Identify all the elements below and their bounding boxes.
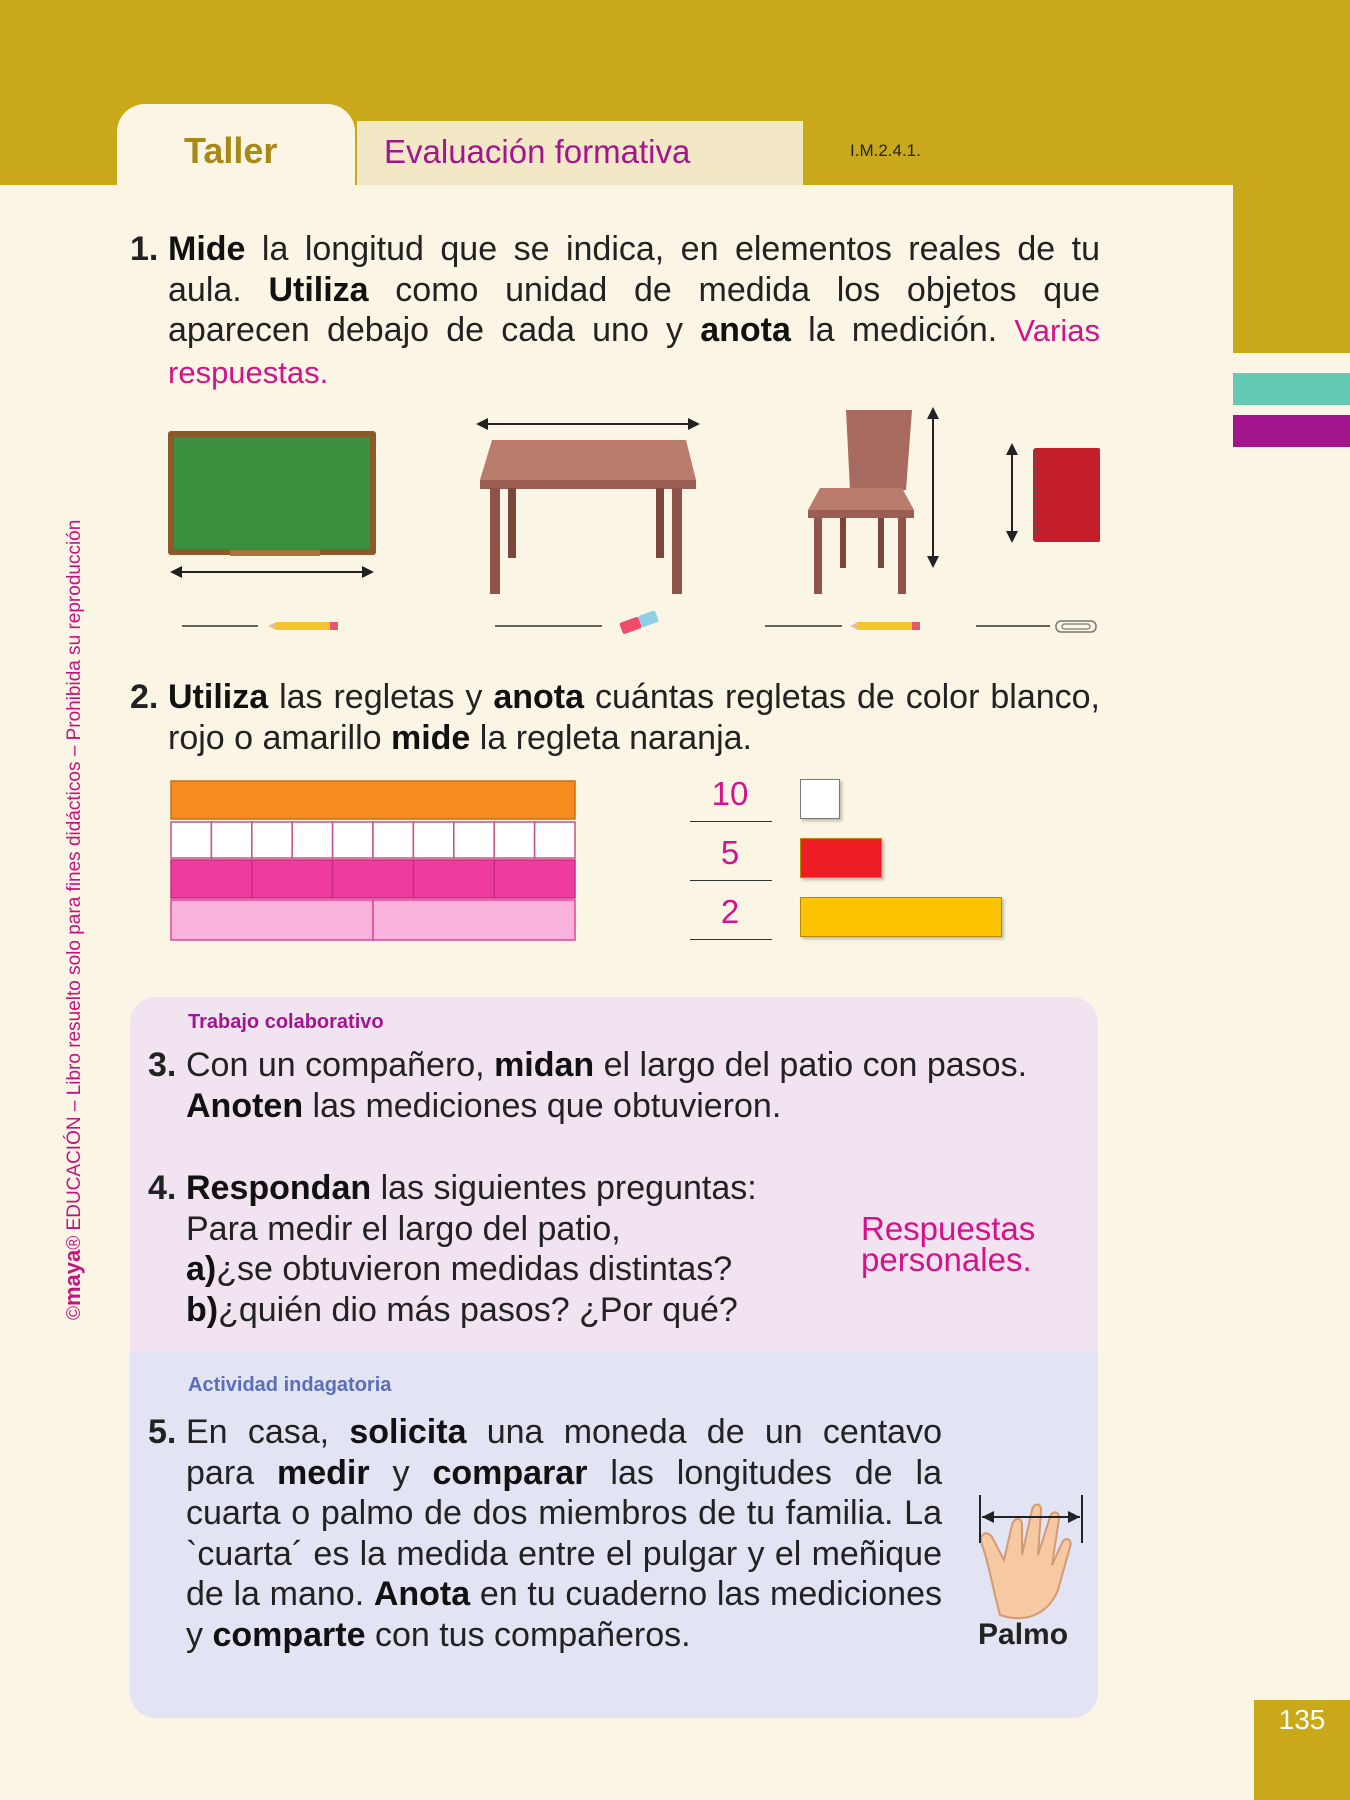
copyright-sidebar: ©maya® EDUCACIÓN – Libro resuelto solo para fines didácticos – Prohibida su reproducción <box>60 519 85 1320</box>
pencil-icon <box>182 622 338 630</box>
rod-answer-value: 5 <box>720 834 740 871</box>
white-rods-row <box>171 822 575 858</box>
q4-b-text: ¿quién dio más pasos? ¿Por qué? <box>218 1290 738 1329</box>
answer-varias: Varias respuestas. <box>168 313 1100 390</box>
paperclip-icon <box>976 621 1096 632</box>
bold-keyword: comparte <box>212 1615 366 1654</box>
rod-answers <box>690 775 1010 945</box>
text-run: como unidad de medida los objetos que aparecen debajo de cada uno y <box>168 270 1100 349</box>
question-2-text <box>168 677 1100 758</box>
question-number: 1. <box>130 230 159 268</box>
pink-rods-row <box>171 900 575 940</box>
q4-lead-rest: las siguientes preguntas: <box>371 1169 757 1207</box>
answer-line <box>690 880 772 881</box>
white-rod <box>454 822 494 858</box>
white-rod <box>494 822 534 858</box>
q4-answer <box>861 1210 1036 1278</box>
bold-keyword: comparar <box>432 1453 588 1492</box>
white-rod <box>413 822 453 858</box>
text-run: en tu cuaderno las mediciones y <box>186 1575 942 1654</box>
question-1-parts <box>168 230 1100 349</box>
q4-a-label: a) <box>186 1250 217 1288</box>
bold-keyword: mide <box>390 718 471 757</box>
table-illustration <box>476 418 700 594</box>
hand-icon <box>981 1504 1071 1618</box>
white-rod <box>171 822 211 858</box>
pencil-icon <box>765 622 920 630</box>
q4-line2: Para medir el largo del patio, <box>186 1209 621 1248</box>
bold-keyword: Utiliza <box>268 270 369 309</box>
bold-keyword: medir <box>277 1453 370 1492</box>
light-pink-rod <box>373 900 575 940</box>
right-margin-band <box>1233 185 1350 353</box>
q4-a-text: ¿se obtuvieron medidas distintas? <box>216 1250 733 1288</box>
brand-logo: maya <box>60 1249 85 1306</box>
text-run: la medición. <box>790 311 1015 349</box>
text-run: las mediciones que obtuvieron. <box>303 1086 782 1125</box>
question-3-text <box>186 1045 1076 1126</box>
q4-answer-line2: personales. <box>861 1241 1032 1278</box>
white-rod <box>211 822 251 858</box>
magenta-tab-marker <box>1233 415 1350 447</box>
question-number: 3. <box>148 1046 177 1084</box>
section-label: Evaluación formativa <box>384 133 691 170</box>
question-1-text <box>168 229 1100 393</box>
bold-keyword: solicita <box>349 1413 467 1451</box>
white-rod <box>292 822 332 858</box>
text-run: las regletas y <box>268 678 494 716</box>
copyright-text: EDUCACIÓN – Libro resuelto solo para fines didácticos – Prohibida su reproducción <box>64 519 85 1231</box>
measurement-objects <box>150 400 1100 640</box>
text-run: y <box>369 1453 433 1492</box>
white-rod <box>252 822 292 858</box>
bold-keyword: midan <box>494 1046 595 1084</box>
question-number: 2. <box>130 678 159 716</box>
red-rods-row <box>171 860 575 898</box>
text-run: cuántas regletas de color blanco, rojo o amarillo <box>168 678 1100 757</box>
hand-illustration <box>970 1465 1090 1635</box>
white-rod <box>373 822 413 858</box>
tab-taller <box>117 104 355 186</box>
notebook-illustration <box>1006 443 1100 543</box>
bold-keyword: Anota <box>373 1575 471 1613</box>
indicator-code: I.M.2.4.1. <box>850 141 921 160</box>
light-pink-rod <box>171 900 373 940</box>
pink-rod <box>171 860 252 898</box>
section-label-box <box>357 121 803 185</box>
pink-rod <box>252 860 333 898</box>
q4-b-label: b) <box>186 1290 219 1329</box>
bold-keyword: anota <box>493 678 585 716</box>
question-5-text <box>186 1412 942 1655</box>
white-rod <box>333 822 373 858</box>
bold-keyword: Utiliza <box>168 678 269 716</box>
page-number-box <box>1254 1700 1350 1800</box>
text-run: En casa, <box>186 1413 350 1451</box>
q4-lead-bold: Respondan <box>186 1169 372 1207</box>
question-number: 4. <box>148 1169 177 1207</box>
eraser-icon <box>495 610 659 634</box>
teal-tab-marker <box>1233 373 1350 405</box>
collaborative-title: Trabajo colaborativo <box>188 1011 384 1033</box>
text-run: las longitudes de la cuarta o palmo de dos miembros de tu familia. La `cuarta´ es la medida entre el pulgar y el meñique de la mano. <box>186 1453 942 1613</box>
page-number: 135 <box>1278 1704 1326 1735</box>
pink-rod <box>413 860 494 898</box>
bold-keyword: anota <box>700 311 791 349</box>
pink-rod <box>494 860 575 898</box>
reference-rod <box>800 779 840 819</box>
answer-line <box>690 821 772 822</box>
pink-rod <box>333 860 414 898</box>
text-run: la regleta naranja. <box>470 718 752 757</box>
chair-illustration <box>808 407 939 594</box>
inquiry-title: Actividad indagatoria <box>188 1374 392 1396</box>
hand-label: Palmo <box>978 1618 1069 1651</box>
rod-answer-value: 10 <box>711 775 749 812</box>
bold-keyword: Anoten <box>186 1086 304 1125</box>
rod-answer-value: 2 <box>720 893 740 930</box>
q4-answer-line1: Respuestas <box>861 1210 1036 1247</box>
text-run: Con un compañero, <box>186 1046 495 1084</box>
text-run: una moneda de un centavo para <box>186 1413 942 1492</box>
answer-line <box>690 939 772 940</box>
question-4-text <box>186 1168 886 1330</box>
white-rod <box>535 822 575 858</box>
orange-rod <box>171 781 575 819</box>
text-run: con tus compañeros. <box>365 1615 691 1654</box>
text-run: el largo del patio con pasos. <box>594 1046 1028 1084</box>
reference-rod <box>800 838 882 878</box>
reference-rod <box>800 897 1002 937</box>
rods-diagram <box>168 778 588 946</box>
question-number: 5. <box>148 1413 177 1451</box>
chalkboard-illustration <box>168 431 376 578</box>
tab-taller-label: Taller <box>184 130 278 171</box>
bold-keyword: Mide <box>168 230 246 268</box>
text-run: la longitud que se indica, en elementos reales de tu aula. <box>168 230 1100 309</box>
